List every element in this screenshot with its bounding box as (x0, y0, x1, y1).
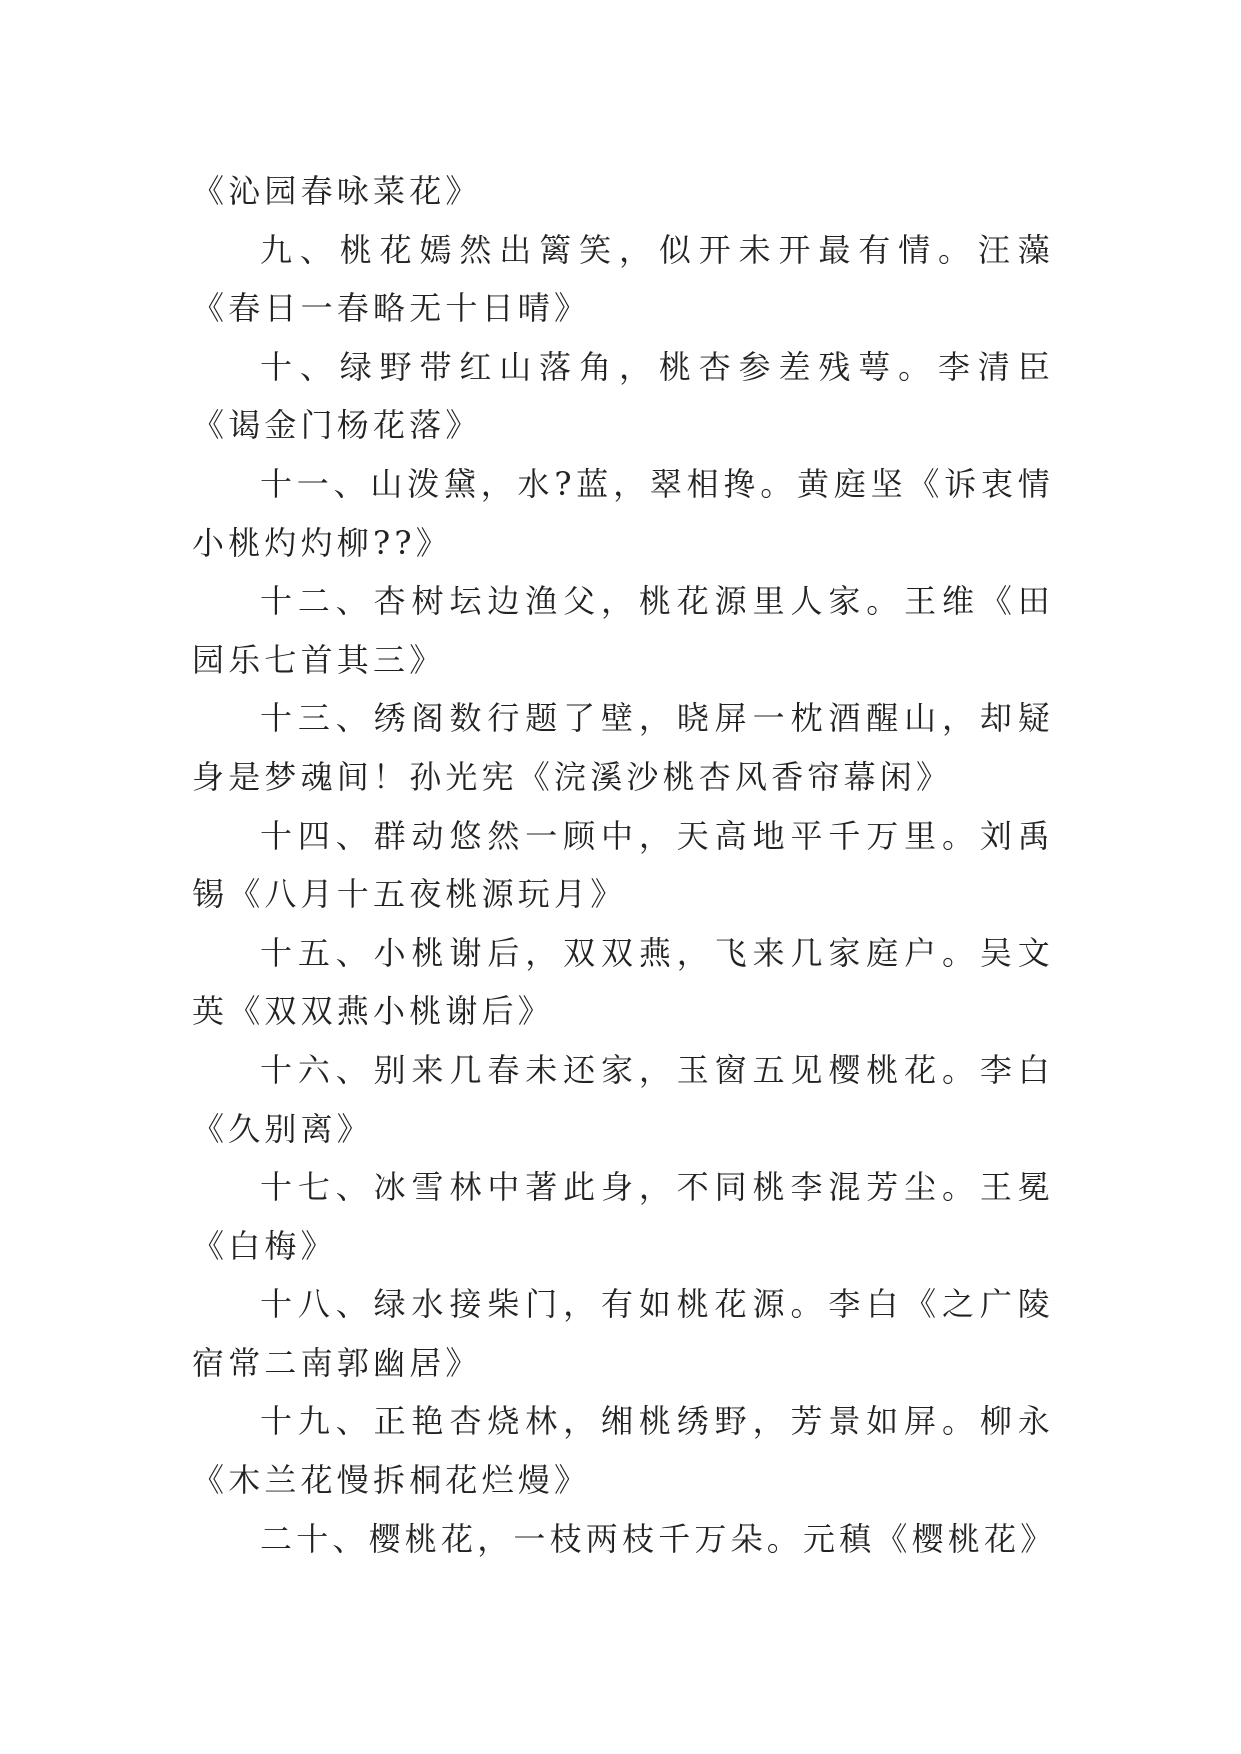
paragraph-item-10: 十、绿野带红山落角，桃杏参差残萼。李清臣《谒金门杨花落》 (192, 347, 1054, 445)
paragraph-item-12: 十二、杏树坛边渔父，桃花源里人家。王维《田园乐七首其三》 (192, 582, 1054, 679)
paragraph-heading-fragment: 《沁园春咏菜花》 (192, 172, 482, 210)
paragraph-item-20: 二十、樱桃花，一枝两枝千万朵。元稹《樱桃花》 (260, 1519, 1057, 1558)
paragraph-item-16: 十六、别来几春未还家，玉窗五见樱桃花。李白《久别离》 (192, 1050, 1054, 1148)
paragraph-item-17: 十七、冰雪林中著此身，不同桃李混芳尘。王冕《白梅》 (192, 1168, 1054, 1265)
paragraph-item-19: 十九、正艳杏烧林，缃桃绣野，芳景如屏。柳永《木兰花慢拆桐花烂熳》 (192, 1402, 1054, 1500)
paragraph-item-14: 十四、群动悠然一顾中，天高地平千万里。刘禹锡《八月十五夜桃源玩月》 (192, 816, 1054, 914)
paragraph-item-15: 十五、小桃谢后，双双燕，飞来几家庭户。吴文英《双双燕小桃谢后》 (192, 933, 1054, 1031)
paragraph-item-13: 十三、绣阁数行题了壁，晓屏一枕酒醒山，却疑身是梦魂间！孙光宪《浣溪沙桃杏风香帘幕闲》 (192, 699, 1054, 796)
document-body (192, 162, 1057, 1568)
paragraph-item-18: 十八、绿水接柴门，有如桃花源。李白《之广陵宿常二南郭幽居》 (192, 1285, 1054, 1382)
paragraph-item-11: 十一、山泼黛，水?蓝，翠相搀。黄庭坚《诉衷情小桃灼灼柳??》 (192, 464, 1054, 562)
paragraph-item-9: 九、桃花嫣然出篱笑，似开未开最有情。汪藻《春日一春略无十日晴》 (192, 230, 1054, 328)
